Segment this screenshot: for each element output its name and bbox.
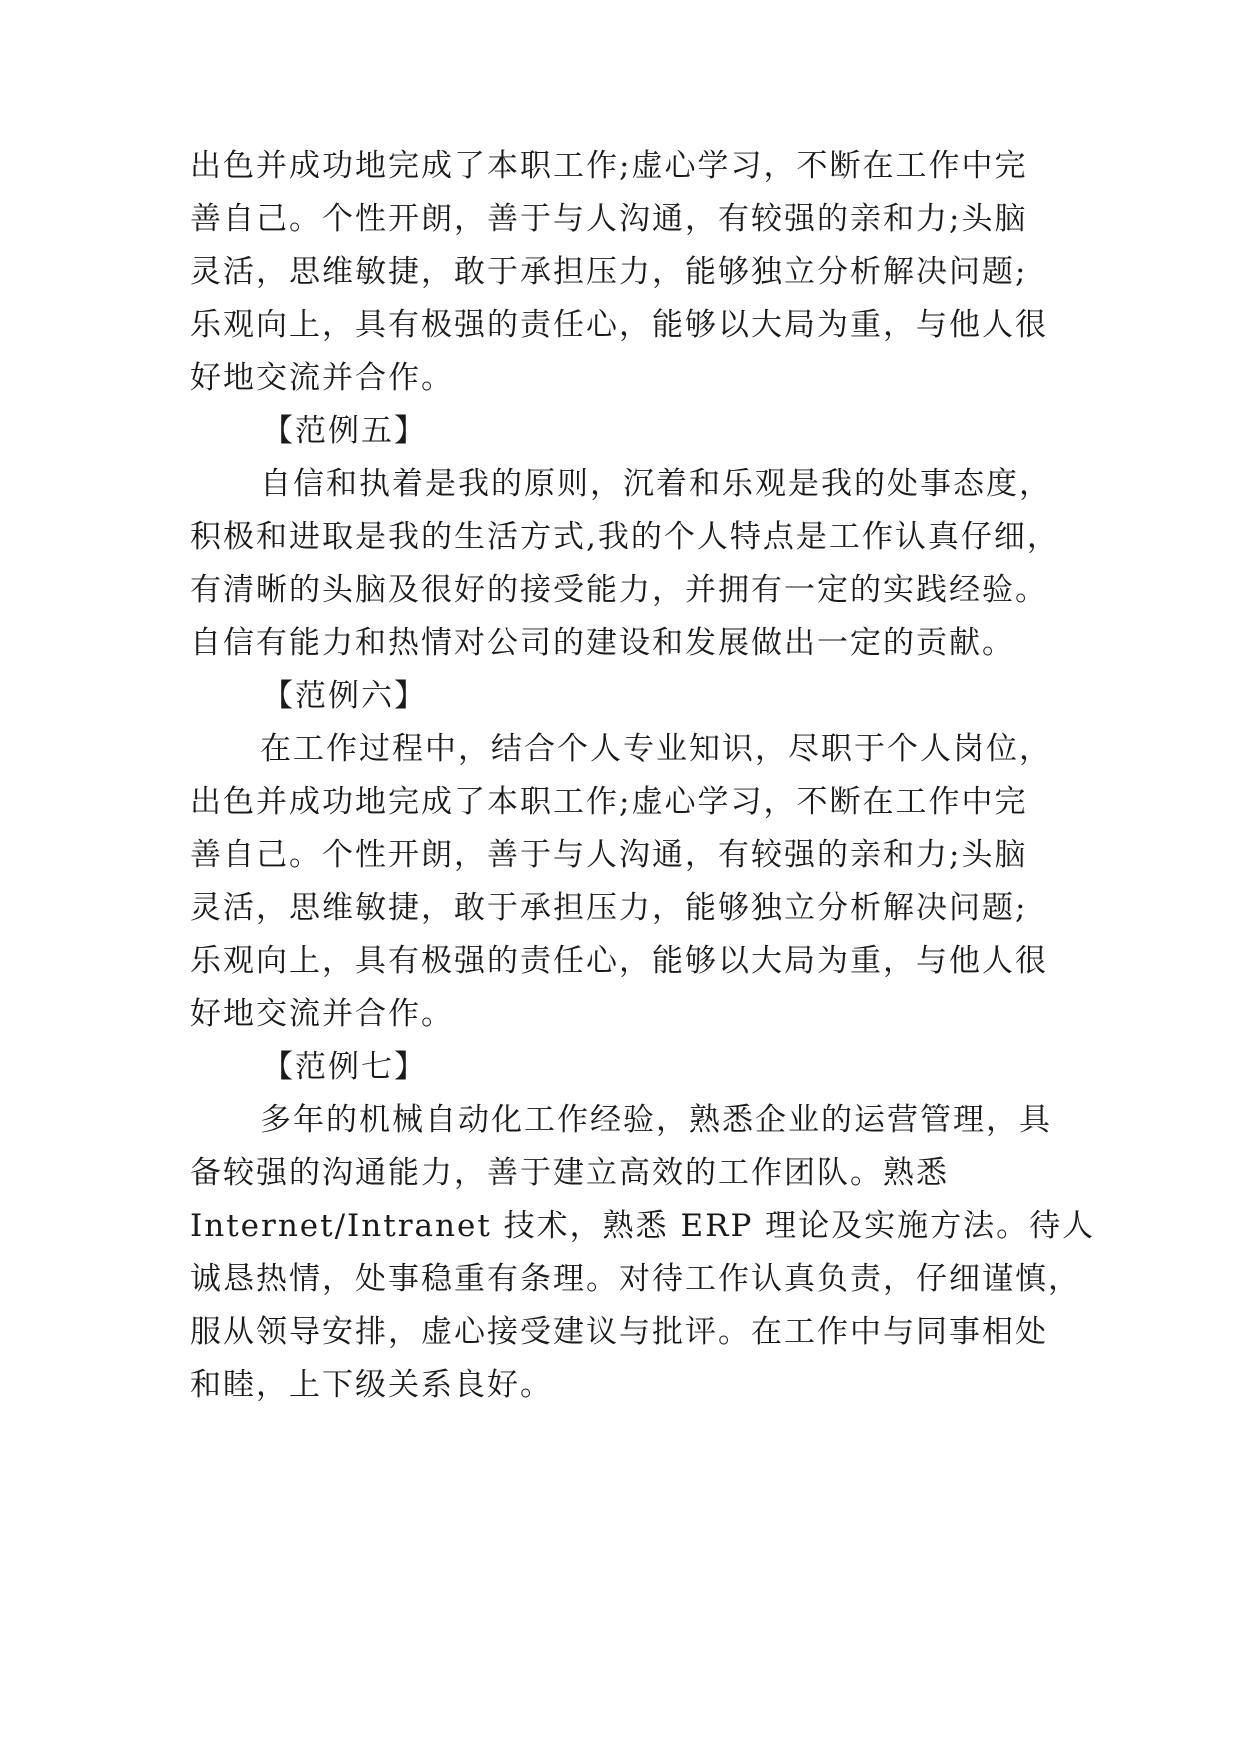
body-text-line: 和睦，上下级关系良好。 (190, 1367, 553, 1403)
body-text-line: 善自己。个性开朗，善于与人沟通，有较强的亲和力;头脑 (190, 837, 1028, 873)
body-text-line: 备较强的沟通能力，善于建立高效的工作团队。熟悉 (190, 1155, 949, 1191)
body-text-line: 灵活，思维敏捷，敢于承担压力，能够独立分析解决问题; (190, 890, 1028, 926)
body-text-line: 灵活，思维敏捷，敢于承担压力，能够独立分析解决问题; (190, 254, 1028, 290)
section-heading-example-6: 【范例六】 (262, 678, 427, 714)
body-text-line: 有清晰的头脑及很好的接受能力，并拥有一定的实践经验。 (190, 572, 1048, 608)
body-text-line: 出色并成功地完成了本职工作;虚心学习，不断在工作中完 (190, 784, 1028, 820)
body-text-line: 乐观向上，具有极强的责任心，能够以大局为重，与他人很 (190, 307, 1048, 343)
body-text-line: 诚恳热情，处事稳重有条理。对待工作认真负责，仔细谨慎， (190, 1261, 1081, 1297)
body-text-line: 积极和进取是我的生活方式,我的个人特点是工作认真仔细， (190, 519, 1060, 555)
body-text-line: 自信有能力和热情对公司的建设和发展做出一定的贡献。 (190, 625, 1015, 661)
body-text-line: Internet/Intranet 技术，熟悉 ERP 理论及实施方法。待人 (190, 1208, 1096, 1244)
section-heading-example-7: 【范例七】 (262, 1049, 427, 1085)
section-heading-example-5: 【范例五】 (262, 413, 427, 449)
body-text-line: 好地交流并合作。 (190, 996, 454, 1032)
body-text-line: 在工作过程中，结合个人专业知识，尽职于个人岗位， (260, 731, 1052, 767)
body-text-line: 善自己。个性开朗，善于与人沟通，有较强的亲和力;头脑 (190, 201, 1028, 237)
body-text-line: 乐观向上，具有极强的责任心，能够以大局为重，与他人很 (190, 943, 1048, 979)
body-text-line: 出色并成功地完成了本职工作;虚心学习，不断在工作中完 (190, 148, 1028, 184)
body-text-line: 自信和执着是我的原则，沉着和乐观是我的处事态度， (260, 466, 1052, 502)
body-text-line: 多年的机械自动化工作经验，熟悉企业的运营管理，具 (260, 1102, 1052, 1138)
body-text-line: 好地交流并合作。 (190, 360, 454, 396)
body-text-line: 服从领导安排，虚心接受建议与批评。在工作中与同事相处 (190, 1314, 1048, 1350)
